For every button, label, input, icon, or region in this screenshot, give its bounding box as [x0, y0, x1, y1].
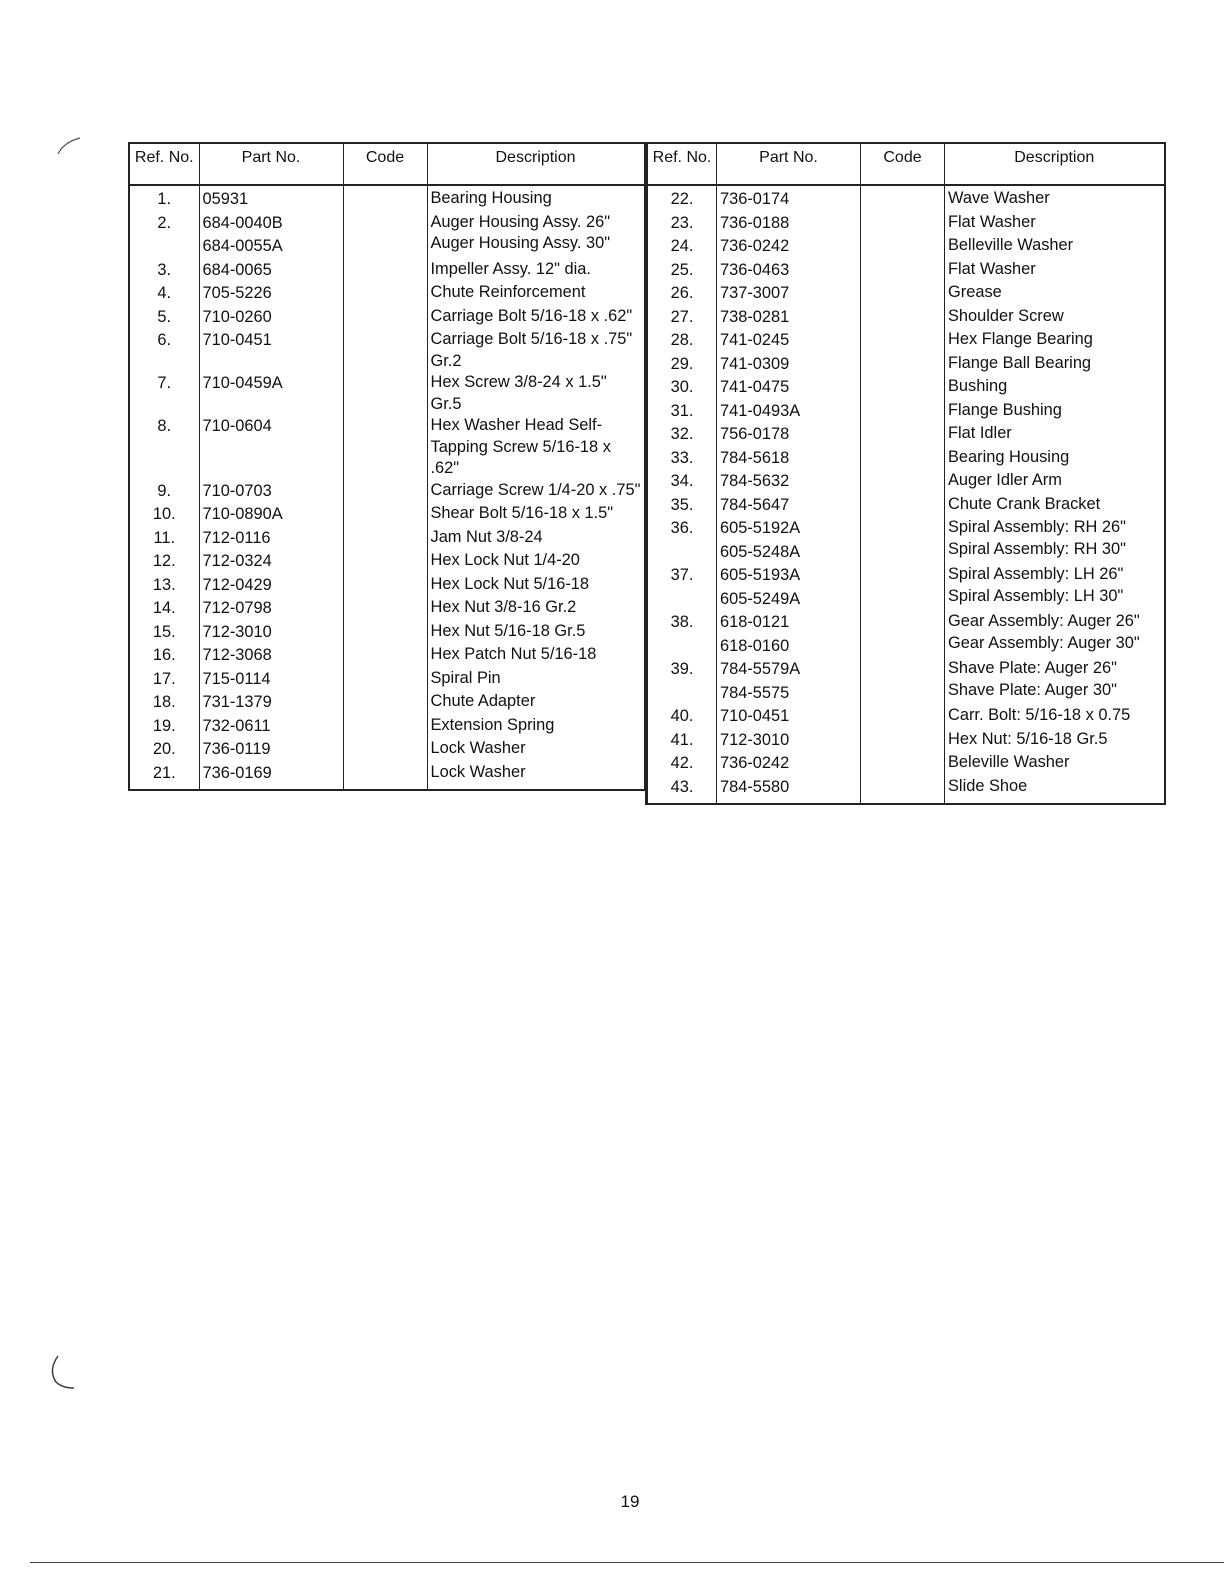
table-row — [647, 306, 1165, 330]
ref-no-cell: 43. — [647, 776, 717, 805]
table-row — [129, 715, 645, 739]
code-cell — [861, 212, 945, 236]
parts-table-right — [645, 142, 1166, 805]
description-cell: Auger Idler Arm — [948, 471, 1062, 489]
code-cell — [861, 400, 945, 424]
part-no-cell: 715-0114 — [199, 668, 343, 692]
code-cell — [343, 597, 427, 621]
ref-no-cell: 3. — [129, 259, 199, 283]
part-no-cell: 784-5618 — [717, 447, 861, 471]
ref-no-cell: 2. — [129, 212, 199, 259]
description-cell: Shave Plate: Auger 26" Shave Plate: Auger 30" — [948, 659, 1117, 699]
code-cell — [861, 306, 945, 330]
code-cell — [861, 423, 945, 447]
table-row — [129, 306, 645, 330]
part-no-cell: 731-1379 — [199, 691, 343, 715]
code-cell — [861, 776, 945, 805]
part-no-cell: 710-0890A — [199, 503, 343, 527]
code-cell — [343, 212, 427, 259]
table-row — [647, 752, 1165, 776]
table-row — [129, 527, 645, 551]
code-cell — [343, 621, 427, 645]
ref-no-cell: 26. — [647, 282, 717, 306]
table-row — [647, 611, 1165, 658]
code-cell — [861, 729, 945, 753]
header-part-no: Part No. — [199, 143, 343, 185]
table-row — [129, 550, 645, 574]
code-cell — [343, 762, 427, 791]
part-no-cell: 712-0116 — [199, 527, 343, 551]
ref-no-cell: 19. — [129, 715, 199, 739]
table-row — [129, 415, 645, 480]
code-cell — [343, 372, 427, 415]
description-cell: Hex Flange Bearing — [948, 330, 1093, 348]
ref-no-cell: 20. — [129, 738, 199, 762]
code-cell — [343, 415, 427, 480]
description-cell: Lock Washer — [430, 739, 526, 757]
table-row — [647, 353, 1165, 377]
table-row — [647, 235, 1165, 259]
ref-no-cell: 24. — [647, 235, 717, 259]
code-cell — [343, 185, 427, 212]
table-row — [129, 668, 645, 692]
code-cell — [861, 353, 945, 377]
ref-no-cell: 16. — [129, 644, 199, 668]
table-row — [647, 423, 1165, 447]
part-no-cell: 736-0463 — [717, 259, 861, 283]
part-no-cell: 736-0242 — [717, 235, 861, 259]
table-row — [129, 212, 645, 259]
part-no-cell: 736-0174 — [717, 185, 861, 212]
code-cell — [343, 306, 427, 330]
table-row — [129, 691, 645, 715]
table-row — [129, 644, 645, 668]
part-no-cell: 784-5647 — [717, 494, 861, 518]
description-cell: Hex Nut 3/8-16 Gr.2 — [430, 598, 577, 616]
part-no-cell: 684-0065 — [199, 259, 343, 283]
ref-no-cell: 14. — [129, 597, 199, 621]
code-cell — [343, 691, 427, 715]
ref-no-cell: 10. — [129, 503, 199, 527]
header-ref-no: Ref. No. — [647, 143, 717, 185]
description-cell: Extension Spring — [430, 715, 555, 734]
ref-no-cell: 35. — [647, 494, 717, 518]
description-cell: Hex Patch Nut 5/16-18 — [430, 645, 597, 663]
code-cell — [861, 185, 945, 212]
code-cell — [343, 574, 427, 598]
description-cell: Carriage Bolt 5/16-18 x .75" Gr.2 — [430, 330, 633, 370]
part-no-cell: 741-0475 — [717, 376, 861, 400]
ref-no-cell: 1. — [129, 185, 199, 212]
table-row — [647, 376, 1165, 400]
ref-no-cell: 30. — [647, 376, 717, 400]
ref-no-cell: 21. — [129, 762, 199, 791]
part-no-cell: 605-5192A 605-5248A — [717, 517, 861, 564]
ref-no-cell: 23. — [647, 212, 717, 236]
code-cell — [343, 738, 427, 762]
parts-body-left — [129, 185, 645, 790]
scan-mark-top — [56, 134, 86, 156]
parts-body-right — [647, 185, 1165, 804]
ref-no-cell: 6. — [129, 329, 199, 372]
ref-no-cell: 28. — [647, 329, 717, 353]
code-cell — [861, 494, 945, 518]
description-cell: Jam Nut 3/8-24 — [430, 527, 543, 546]
header-row — [129, 143, 645, 185]
ref-no-cell: 38. — [647, 611, 717, 658]
table-row — [647, 494, 1165, 518]
description-cell: Belleville Washer — [948, 236, 1074, 254]
header-code: Code — [861, 143, 945, 185]
code-cell — [861, 447, 945, 471]
ref-no-cell: 39. — [647, 658, 717, 705]
ref-no-cell: 36. — [647, 517, 717, 564]
description-cell: Impeller Assy. 12" dia. — [430, 259, 591, 278]
ref-no-cell: 42. — [647, 752, 717, 776]
code-cell — [861, 329, 945, 353]
code-cell — [343, 282, 427, 306]
scan-mark-bottom — [44, 1352, 84, 1392]
part-no-cell: 705-5226 — [199, 282, 343, 306]
part-no-cell: 05931 — [199, 185, 343, 212]
part-no-cell: 737-3007 — [717, 282, 861, 306]
part-no-cell: 784-5579A 784-5575 — [717, 658, 861, 705]
part-no-cell: 756-0178 — [717, 423, 861, 447]
ref-no-cell: 9. — [129, 480, 199, 504]
header-row — [647, 143, 1165, 185]
description-cell: Carriage Bolt 5/16-18 x .62" — [430, 306, 633, 325]
table-row — [647, 470, 1165, 494]
ref-no-cell: 31. — [647, 400, 717, 424]
part-no-cell: 710-0459A — [199, 372, 343, 415]
header-description: Description — [427, 143, 645, 185]
description-cell: Auger Housing Assy. 26" Auger Housing Assy. 30" — [430, 212, 611, 252]
ref-no-cell: 33. — [647, 447, 717, 471]
ref-no-cell: 4. — [129, 282, 199, 306]
code-cell — [343, 329, 427, 372]
ref-no-cell: 32. — [647, 423, 717, 447]
table-row — [647, 564, 1165, 611]
part-no-cell: 784-5632 — [717, 470, 861, 494]
description-cell: Grease — [948, 283, 1002, 301]
code-cell — [861, 611, 945, 658]
ref-no-cell: 15. — [129, 621, 199, 645]
part-no-cell: 712-3068 — [199, 644, 343, 668]
parts-table-left — [128, 142, 647, 791]
table-row — [647, 400, 1165, 424]
description-cell: Chute Reinforcement — [430, 283, 586, 301]
description-cell: Hex Lock Nut 5/16-18 — [430, 574, 590, 593]
ref-no-cell: 11. — [129, 527, 199, 551]
table-row — [129, 738, 645, 762]
code-cell — [343, 668, 427, 692]
part-no-cell: 710-0451 — [199, 329, 343, 372]
code-cell — [861, 658, 945, 705]
ref-no-cell: 29. — [647, 353, 717, 377]
code-cell — [861, 705, 945, 729]
description-cell: Hex Lock Nut 1/4-20 — [430, 551, 580, 569]
description-cell: Flat Washer — [948, 212, 1036, 231]
part-no-cell: 712-0324 — [199, 550, 343, 574]
table-row — [647, 447, 1165, 471]
header-code: Code — [343, 143, 427, 185]
description-cell: Spiral Pin — [430, 668, 501, 687]
description-cell: Hex Washer Head Self-Tapping Screw 5/16-18 x .62" — [430, 416, 611, 477]
footer-rule — [30, 1562, 1224, 1563]
ref-no-cell: 17. — [129, 668, 199, 692]
ref-no-cell: 41. — [647, 729, 717, 753]
table-row — [129, 503, 645, 527]
table-row — [129, 762, 645, 791]
code-cell — [343, 644, 427, 668]
description-cell: Hex Screw 3/8-24 x 1.5" Gr.5 — [430, 373, 607, 413]
ref-no-cell: 37. — [647, 564, 717, 611]
part-no-cell: 710-0260 — [199, 306, 343, 330]
table-row — [647, 329, 1165, 353]
table-row — [647, 658, 1165, 705]
part-no-cell: 712-0798 — [199, 597, 343, 621]
table-row — [647, 185, 1165, 212]
table-row — [647, 705, 1165, 729]
header-ref-no: Ref. No. — [129, 143, 199, 185]
part-no-cell: 741-0309 — [717, 353, 861, 377]
part-no-cell: 712-0429 — [199, 574, 343, 598]
code-cell — [343, 480, 427, 504]
code-cell — [343, 259, 427, 283]
description-cell: Hex Nut 5/16-18 Gr.5 — [430, 621, 586, 640]
table-row — [129, 372, 645, 415]
code-cell — [861, 752, 945, 776]
table-row — [647, 517, 1165, 564]
table-row — [647, 282, 1165, 306]
table-row — [129, 480, 645, 504]
table-row — [647, 729, 1165, 753]
description-cell: Flange Ball Bearing — [948, 353, 1092, 372]
description-cell: Hex Nut: 5/16-18 Gr.5 — [948, 729, 1108, 748]
ref-no-cell: 34. — [647, 470, 717, 494]
description-cell: Flat Idler — [948, 424, 1012, 442]
ref-no-cell: 13. — [129, 574, 199, 598]
table-row — [647, 259, 1165, 283]
part-no-cell: 710-0604 — [199, 415, 343, 480]
description-cell: Shoulder Screw — [948, 306, 1064, 325]
part-no-cell: 710-0703 — [199, 480, 343, 504]
code-cell — [861, 259, 945, 283]
header-part-no: Part No. — [717, 143, 861, 185]
table-row — [647, 212, 1165, 236]
description-cell: Gear Assembly: Auger 26" Gear Assembly: Auger 30" — [948, 612, 1140, 652]
code-cell — [861, 470, 945, 494]
code-cell — [861, 564, 945, 611]
description-cell: Beleville Washer — [948, 753, 1070, 771]
part-no-cell: 736-0242 — [717, 752, 861, 776]
ref-no-cell: 22. — [647, 185, 717, 212]
description-cell: Flange Bushing — [948, 400, 1062, 419]
table-row — [129, 259, 645, 283]
description-cell: Chute Adapter — [430, 692, 536, 710]
part-no-cell: 741-0493A — [717, 400, 861, 424]
ref-no-cell: 12. — [129, 550, 199, 574]
part-no-cell: 712-3010 — [199, 621, 343, 645]
description-cell: Carriage Screw 1/4-20 x .75" — [430, 480, 641, 499]
code-cell — [343, 550, 427, 574]
code-cell — [343, 715, 427, 739]
code-cell — [343, 503, 427, 527]
table-row — [129, 597, 645, 621]
description-cell: Chute Crank Bracket — [948, 494, 1101, 513]
part-no-cell: 710-0451 — [717, 705, 861, 729]
part-no-cell: 736-0169 — [199, 762, 343, 791]
ref-no-cell: 18. — [129, 691, 199, 715]
code-cell — [861, 517, 945, 564]
description-cell: Flat Washer — [948, 259, 1036, 278]
description-cell: Carr. Bolt: 5/16-18 x 0.75 — [948, 706, 1131, 724]
ref-no-cell: 5. — [129, 306, 199, 330]
table-row — [647, 776, 1165, 805]
code-cell — [343, 527, 427, 551]
code-cell — [861, 235, 945, 259]
description-cell: Spiral Assembly: RH 26" Spiral Assembly: RH 30" — [948, 518, 1126, 558]
part-no-cell: 736-0119 — [199, 738, 343, 762]
table-row — [129, 621, 645, 645]
part-no-cell: 605-5193A 605-5249A — [717, 564, 861, 611]
description-cell: Bushing — [948, 377, 1008, 395]
ref-no-cell: 7. — [129, 372, 199, 415]
description-cell: Slide Shoe — [948, 776, 1028, 795]
ref-no-cell: 25. — [647, 259, 717, 283]
description-cell: Bearing Housing — [430, 189, 552, 207]
part-no-cell: 618-0121 618-0160 — [717, 611, 861, 658]
table-row — [129, 282, 645, 306]
part-no-cell: 732-0611 — [199, 715, 343, 739]
ref-no-cell: 27. — [647, 306, 717, 330]
part-no-cell: 741-0245 — [717, 329, 861, 353]
table-row — [129, 185, 645, 212]
part-no-cell: 738-0281 — [717, 306, 861, 330]
part-no-cell: 684-0040B 684-0055A — [199, 212, 343, 259]
ref-no-cell: 8. — [129, 415, 199, 480]
description-cell: Spiral Assembly: LH 26" Spiral Assembly: LH 30" — [948, 565, 1124, 605]
part-no-cell: 736-0188 — [717, 212, 861, 236]
table-row — [129, 329, 645, 372]
header-description: Description — [945, 143, 1165, 185]
description-cell: Lock Washer — [430, 762, 526, 781]
table-row — [129, 574, 645, 598]
description-cell: Bearing Housing — [948, 447, 1070, 466]
code-cell — [861, 282, 945, 306]
part-no-cell: 712-3010 — [717, 729, 861, 753]
code-cell — [861, 376, 945, 400]
description-cell: Shear Bolt 5/16-18 x 1.5" — [430, 504, 614, 522]
description-cell: Wave Washer — [948, 189, 1050, 207]
part-no-cell: 784-5580 — [717, 776, 861, 805]
page-number: 19 — [620, 1492, 640, 1511]
ref-no-cell: 40. — [647, 705, 717, 729]
